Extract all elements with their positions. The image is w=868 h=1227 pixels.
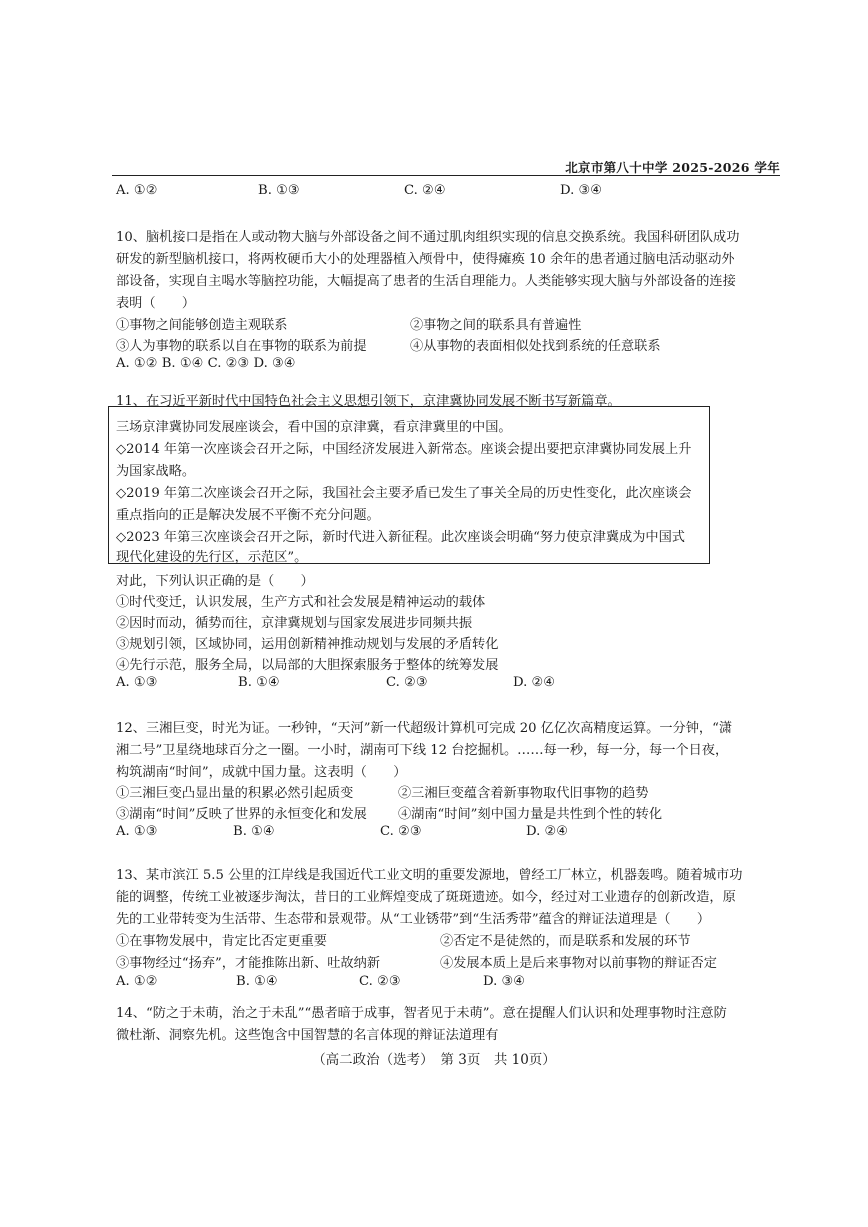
q12-stem-line: 湘二号”卫星绕地球百分之一圈。一小时，湖南可下线 12 台挖掘机。……每一秒，每一分，每一个日夜，: [116, 743, 729, 758]
q10-statement: ③人为事物的联系以自在事物的联系为前提: [116, 339, 367, 354]
q12-statement: ②三湘巨变蕴含着新事物取代旧事物的趋势: [398, 786, 649, 801]
q13-statement: ②否定不是徒然的，而是联系和发展的环节: [440, 934, 691, 949]
q13-option-d: D. ③④: [483, 974, 526, 989]
q14-stem-line: 微杜渐、洞察先机。这些饱含中国智慧的名言体现的辩证法道理有: [116, 1028, 499, 1043]
q13-option-a: A. ①②: [116, 974, 158, 989]
q11-box-line: 现代化建设的先行区，示范区”。: [116, 550, 308, 565]
q11-option-a: A. ①③: [116, 675, 158, 690]
q12-stem-line: 构筑湖南“时间”，成就中国力量。这表明（ ）: [116, 765, 407, 780]
q11-statement: ④先行示范，服务全局，以局部的大胆探索服务于整体的统筹发展: [116, 658, 499, 673]
q13-stem-line: 能的调整，传统工业被逐步淘汰，昔日的工业辉煌变成了斑斑遗迹。如今，经过对工业遗存的创新改造，原: [116, 890, 736, 905]
q12-option-d: D. ②④: [526, 824, 569, 839]
q11-question: 对此，下列认识正确的是（ ）: [116, 574, 314, 589]
q12-option-a: A. ①③: [116, 824, 158, 839]
q12-option-c: C. ②③: [380, 824, 422, 839]
q12-stem-line: 12、三湘巨变，时光为证。一秒钟，“天河”新一代超级计算机可完成 20 亿亿次高精度运算。一分钟，“潇: [116, 721, 733, 736]
q9-option-a: A. ①②: [116, 183, 158, 198]
q13-statement: ①在事物发展中，肯定比否定更重要: [116, 934, 327, 949]
q11-box-line: ◇2019 年第二次座谈会召开之际，我国社会主要矛盾已发生了事关全局的历史性变化，此次座谈会: [116, 486, 692, 501]
q11-option-c: C. ②③: [386, 675, 428, 690]
q10-statement: ①事物之间能够创造主观联系: [116, 318, 288, 333]
q13-option-b: B. ①④: [236, 974, 278, 989]
q10-options: A. ①② B. ①④ C. ②③ D. ③④: [116, 356, 296, 371]
q11-box-line: ◇2014 年第一次座谈会召开之际，中国经济发展进入新常态。座谈会提出要把京津冀协同发展上升: [116, 442, 692, 457]
header-rule: [112, 175, 780, 176]
q10-stem-line: 表明（ ）: [116, 296, 196, 311]
q13-stem-line: 13、某市滨江 5.5 公里的江岸线是我国近代工业文明的重要发源地，曾经工厂林立，机器轰鸣。随着城市功: [116, 868, 743, 883]
q12-option-b: B. ①④: [233, 824, 275, 839]
q10-statement: ②事物之间的联系具有普遍性: [410, 318, 582, 333]
q14-stem-line: 14、“防之于未萌，治之于未乱”“愚者暗于成事，智者见于未萌”。意在提醒人们认识和处理事物时注意防: [116, 1006, 727, 1021]
q10-stem-line: 部设备，实现自主喝水等脑控功能，大幅提高了患者的生活自理能力。人类能够实现大脑与外部设备的连接: [116, 274, 736, 289]
q13-statement: ④发展本质上是后来事物对以前事物的辩证否定: [440, 956, 717, 971]
q10-statement: ④从事物的表面相似处找到系统的任意联系: [410, 339, 661, 354]
q9-option-d: D. ③④: [560, 183, 603, 198]
q10-stem-line: 10、脑机接口是指在人或动物大脑与外部设备之间不通过肌肉组织实现的信息交换系统。我国科研团队成功: [116, 230, 740, 245]
q12-statement: ④湖南“时间”刻中国力量是共性到个性的转化: [398, 807, 663, 822]
q11-box-line: 为国家战略。: [116, 464, 196, 479]
q11-statement: ①时代变迁，认识发展，生产方式和社会发展是精神运动的载体: [116, 595, 486, 610]
q11-option-b: B. ①④: [238, 675, 280, 690]
q11-statement: ③规划引领，区域协同，运用创新精神推动规划与发展的矛盾转化: [116, 637, 499, 652]
q11-option-d: D. ②④: [513, 675, 556, 690]
q13-statement: ③事物经过“扬弃”，才能推陈出新、吐故纳新: [116, 956, 381, 971]
q11-statement: ②因时而动，循势而往，京津冀规划与国家发展进步同频共振: [116, 616, 473, 631]
school-header: 北京市第八十中学 2025-2026 学年: [565, 160, 780, 175]
q11-box-line: ◇2023 年第三次座谈会召开之际，新时代进入新征程。此次座谈会明确“努力使京津冀成为中国式: [116, 530, 685, 545]
page-footer: （高二政治（选考） 第 3页 共 10页）: [312, 1052, 556, 1068]
q9-option-c: C. ②④: [404, 183, 446, 198]
q9-option-b: B. ①③: [258, 183, 300, 198]
q11-box-line: 三场京津冀协同发展座谈会，看中国的京津冀，看京津冀里的中国。: [116, 420, 512, 435]
q11-stem: 11、在习近平新时代中国特色社会主义思想引领下，京津冀协同发展不断书写新篇章。: [116, 394, 621, 409]
q12-statement: ①三湘巨变凸显出量的积累必然引起质变: [116, 786, 354, 801]
q12-statement: ③湖南“时间”反映了世界的永恒变化和发展: [116, 807, 367, 822]
q13-option-c: C. ②③: [359, 974, 401, 989]
q10-stem-line: 研发的新型脑机接口，将两枚硬币大小的处理器植入颅骨中，使得瘫痪 10 余年的患者通过脑电活动驱动外: [116, 252, 735, 267]
q11-box-line: 重点指向的正是解决发展不平衡不充分问题。: [116, 508, 380, 523]
q13-stem-line: 先的工业带转变为生活带、生态带和景观带。从“工业锈带”到“生活秀带”蕴含的辩证法道理是（ ）: [116, 912, 711, 927]
